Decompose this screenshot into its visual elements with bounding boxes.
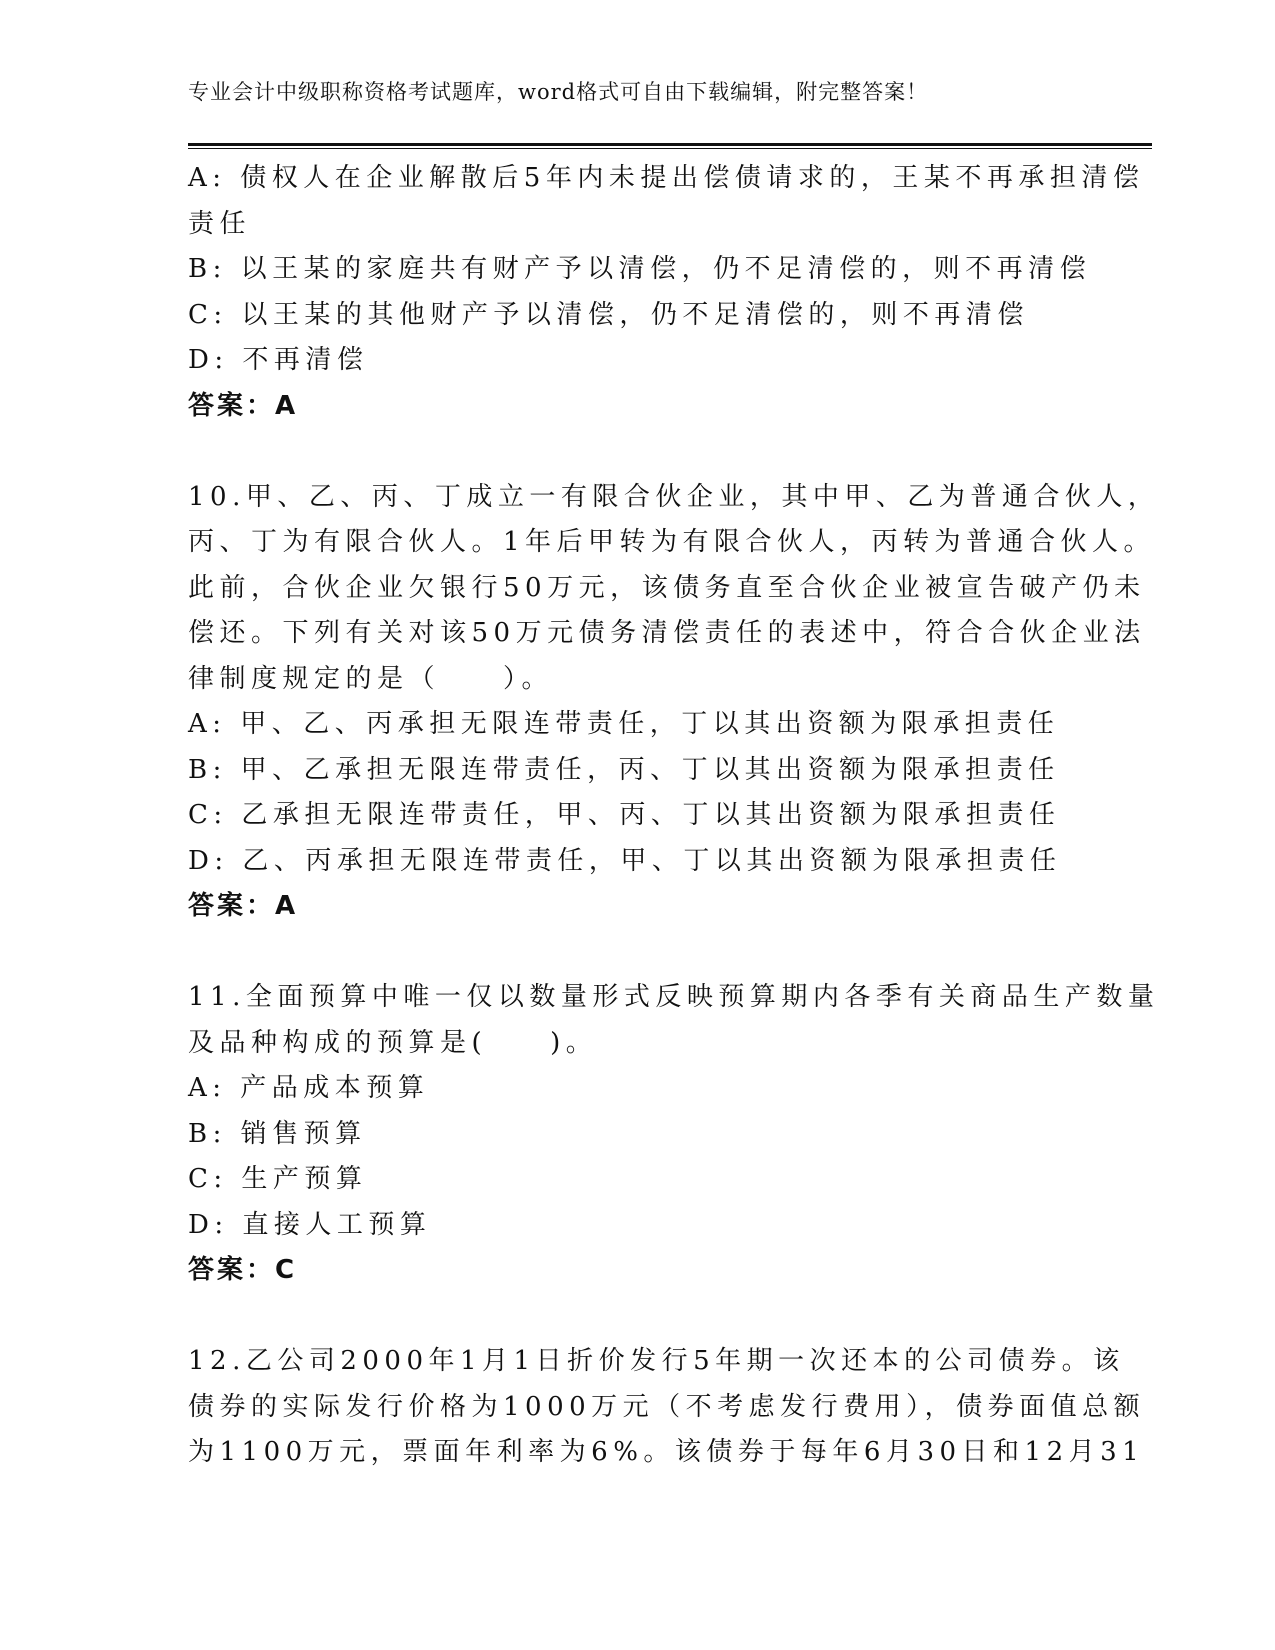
question-text-line: 债券的实际发行价格为1000万元（不考虑发行费用），债券面值总额 (188, 1391, 1146, 1422)
question-block (188, 1339, 1146, 1476)
option-c: C: 以王某的其他财产予以清偿，仍不足清偿的，则不再清偿 (188, 299, 1029, 330)
block-gap (188, 930, 1088, 976)
question-text-line: 此前，合伙企业欠银行50万元，该债务直至合伙企业被宣告破产仍未 (188, 572, 1146, 603)
document-body (188, 156, 1160, 1476)
option-a: A: 甲、乙、丙承担无限连带责任，丁以其出资额为限承担责任 (188, 709, 1060, 739)
option-a: A: 债权人在企业解散后5年内未提出偿债请求的，王某不再承担清偿 (188, 163, 1145, 193)
option-d: D: 不再清偿 (188, 345, 369, 375)
option-b: B: 甲、乙承担无限连带责任，丙、丁以其出资额为限承担责任 (188, 754, 1060, 785)
answer-line: 答案：A (188, 390, 299, 421)
option-c: C: 乙承担无限连带责任，甲、丙、丁以其出资额为限承担责任 (188, 800, 1061, 830)
block-gap (188, 1294, 1088, 1340)
answer-line: 答案：A (188, 891, 299, 921)
question-block (188, 475, 1160, 930)
question-text-line: 及品种构成的预算是( )。 (188, 1027, 598, 1058)
question-block (188, 975, 1160, 1294)
option-a-continued: 责任 (188, 208, 252, 239)
option-a: A: 产品成本预算 (188, 1073, 430, 1103)
option-d: D: 乙、丙承担无限连带责任，甲、丁以其出资额为限承担责任 (188, 845, 1062, 876)
question-block (188, 156, 1145, 429)
block-gap (188, 429, 1088, 475)
option-b: B: 以王某的家庭共有财产予以清偿，仍不足清偿的，则不再清偿 (188, 254, 1092, 284)
question-text-line: 为1100万元，票面年利率为6%。该债券于每年6月30日和12月31 (188, 1437, 1145, 1467)
question-text-line: 偿还。下列有关对该50万元债务清偿责任的表述中，符合合伙企业法 (188, 618, 1146, 648)
option-c: C: 生产预算 (188, 1164, 368, 1194)
page-header: 专业会计中级职称资格考试题库，word格式可自由下载编辑，附完整答案！ (188, 80, 929, 104)
question-text-line: 丙、丁为有限合伙人。1年后甲转为有限合伙人，丙转为普通合伙人。 (188, 527, 1156, 557)
question-text-line: 10.甲、乙、丙、丁成立一有限合伙企业，其中甲、乙为普通合伙人， (188, 481, 1160, 512)
question-text-line: 律制度规定的是（ ）。 (188, 663, 554, 694)
option-d: D: 直接人工预算 (188, 1209, 432, 1240)
header-divider (188, 143, 1152, 149)
question-text-line: 12.乙公司2000年1月1日折价发行5年期一次还本的公司债券。该 (188, 1346, 1125, 1376)
option-b: B: 销售预算 (188, 1118, 367, 1149)
question-text-line: 11.全面预算中唯一仅以数量形式反映预算期内各季有关商品生产数量 (188, 982, 1160, 1012)
answer-line: 答案：C (188, 1255, 298, 1285)
